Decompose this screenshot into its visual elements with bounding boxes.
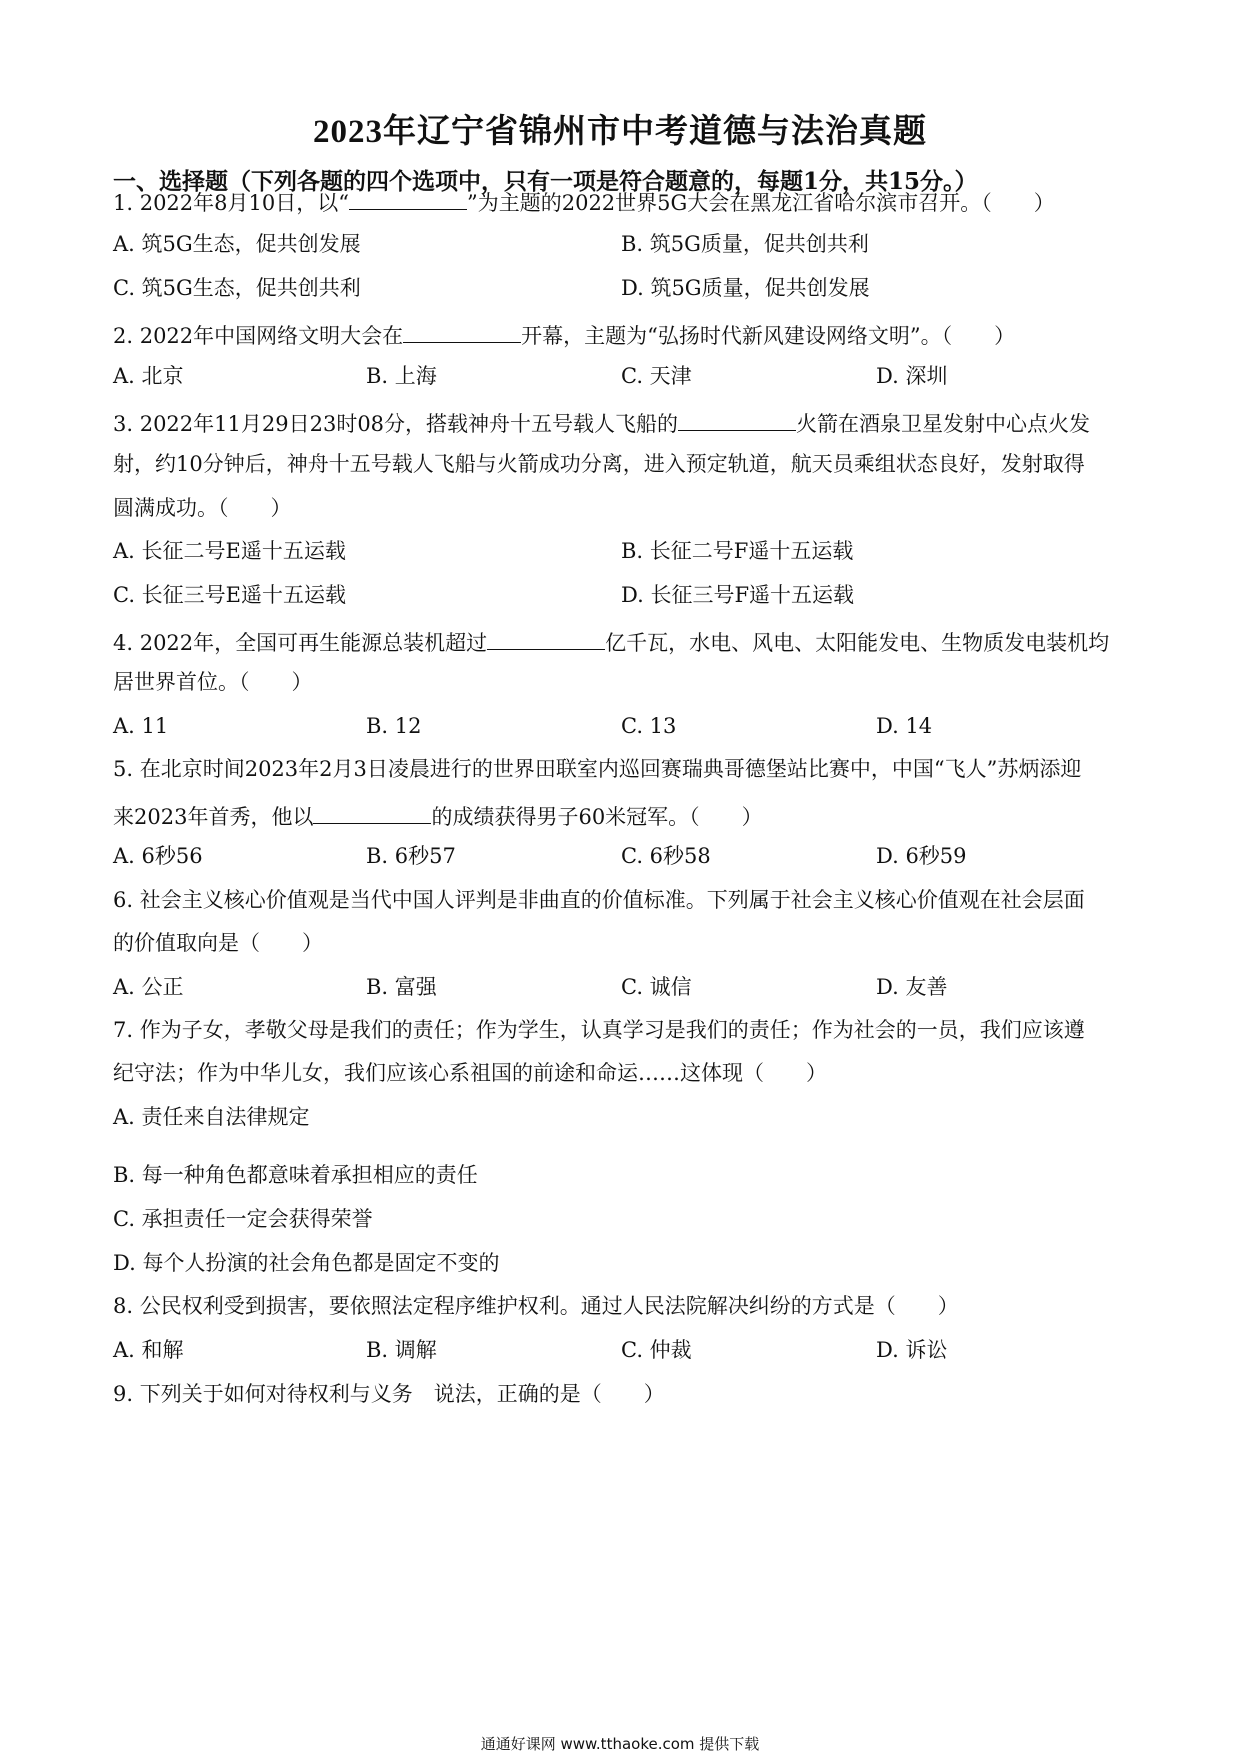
q3-option-d: D. 长征三号F遥十五运载 — [621, 583, 855, 607]
answer-blank — [313, 803, 431, 824]
answer-blank — [349, 189, 467, 210]
q8-option-c: C. 仲裁 — [621, 1338, 692, 1362]
question-text: 1. 2022年8月10日，以“ — [113, 191, 349, 215]
q5-option-d: D. 6秒59 — [876, 844, 967, 868]
question-text: 2. 2022年中国网络文明大会在 — [113, 324, 404, 348]
q2-option-a: A. 北京 — [113, 364, 184, 388]
question-7: 7. 作为子女，孝敬父母是我们的责任；作为学生，认真学习是我们的责任；作为社会的一员，我们应该遵 — [113, 1018, 1085, 1042]
question-6: 6. 社会主义核心价值观是当代中国人评判是非曲直的价值标准。下列属于社会主义核心价值观在社会层面 — [113, 888, 1085, 912]
q6-option-d: D. 友善 — [876, 975, 948, 999]
question-text: ”为主题的2022世界5G大会在黑龙江省哈尔滨市召开。（ ） — [466, 191, 1055, 215]
question-2 — [113, 322, 1015, 347]
q3-option-a: A. 长征二号E遥十五运载 — [113, 539, 346, 563]
question-6-line-2: 的价值取向是（ ） — [113, 931, 323, 955]
q7-option-a: A. 责任来自法律规定 — [113, 1105, 310, 1129]
answer-blank — [678, 410, 796, 431]
q4-option-b: B. 12 — [366, 714, 422, 738]
question-9: 9. 下列关于如何对待权利与义务 说法，正确的是（ ） — [113, 1382, 665, 1406]
q6-option-b: B. 富强 — [366, 975, 437, 999]
question-text: 亿千瓦，水电、风电、太阳能发电、生物质发电装机均 — [605, 631, 1110, 655]
exam-title: 2023年辽宁省锦州市中考道德与法治真题 — [313, 114, 927, 150]
question-text: 4. 2022年，全国可再生能源总装机超过 — [113, 631, 488, 655]
q4-option-c: C. 13 — [621, 714, 677, 738]
answer-blank — [487, 629, 605, 650]
question-1 — [113, 189, 1055, 214]
q1-option-c: C. 筑5G生态，促共创共利 — [113, 276, 361, 300]
question-5: 5. 在北京时间2023年2月3日凌晨进行的世界田联室内巡回赛瑞典哥德堡站比赛中，中国“飞人”苏炳添迎 — [113, 757, 1082, 781]
answer-blank — [403, 322, 521, 343]
q1-option-a: A. 筑5G生态，促共创发展 — [113, 232, 361, 256]
question-4 — [113, 629, 1109, 654]
q2-option-b: B. 上海 — [366, 364, 437, 388]
q6-option-a: A. 公正 — [113, 975, 184, 999]
question-text: 3. 2022年11月29日23时08分，搭载神舟十五号载人飞船的 — [113, 412, 679, 436]
q5-option-a: A. 6秒56 — [113, 844, 203, 868]
q5-option-c: C. 6秒58 — [621, 844, 711, 868]
q5-option-b: B. 6秒57 — [366, 844, 456, 868]
question-text: 的成绩获得男子60米冠军。（ ） — [431, 805, 763, 829]
question-3 — [113, 410, 1090, 435]
q7-option-d: D. 每个人扮演的社会角色都是固定不变的 — [113, 1251, 500, 1275]
question-4-line-2: 居世界首位。（ ） — [113, 670, 313, 694]
q2-option-c: C. 天津 — [621, 364, 692, 388]
question-5-line-2 — [113, 803, 763, 828]
q4-option-d: D. 14 — [876, 714, 933, 738]
q4-option-a: A. 11 — [113, 714, 169, 738]
question-text: 来2023年首秀，他以 — [113, 805, 314, 829]
q2-option-d: D. 深圳 — [876, 364, 948, 388]
footer-credit: 通通好课网 www.tthaoke.com 提供下载 — [480, 1735, 760, 1753]
q8-option-a: A. 和解 — [113, 1338, 184, 1362]
q7-option-b: B. 每一种角色都意味着承担相应的责任 — [113, 1163, 478, 1187]
q6-option-c: C. 诚信 — [621, 975, 692, 999]
section-heading: 一、选择题（下列各题的四个选项中，只有一项是符合题意的，每题1分，共15分。） — [113, 168, 978, 195]
q7-option-c: C. 承担责任一定会获得荣誉 — [113, 1207, 373, 1231]
question-text: 开幕，主题为“弘扬时代新风建设网络文明”。（ ） — [521, 324, 1016, 348]
question-7-line-2: 纪守法；作为中华儿女，我们应该心系祖国的前途和命运……这体现（ ） — [113, 1061, 827, 1085]
question-3-line-3: 圆满成功。（ ） — [113, 496, 292, 520]
q3-option-b: B. 长征二号F遥十五运载 — [621, 539, 854, 563]
question-8: 8. 公民权利受到损害，要依照法定程序维护权利。通过人民法院解决纠纷的方式是（ ） — [113, 1294, 959, 1318]
q8-option-d: D. 诉讼 — [876, 1338, 948, 1362]
q1-option-b: B. 筑5G质量，促共创共利 — [621, 232, 869, 256]
q1-option-d: D. 筑5G质量，促共创发展 — [621, 276, 870, 300]
q3-option-c: C. 长征三号E遥十五运载 — [113, 583, 346, 607]
question-3-line-2: 射，约10分钟后，神舟十五号载人飞船与火箭成功分离，进入预定轨道，航天员乘组状态良好，发射取得 — [113, 452, 1085, 476]
question-text: 火箭在酒泉卫星发射中心点火发 — [796, 412, 1091, 436]
q8-option-b: B. 调解 — [366, 1338, 437, 1362]
